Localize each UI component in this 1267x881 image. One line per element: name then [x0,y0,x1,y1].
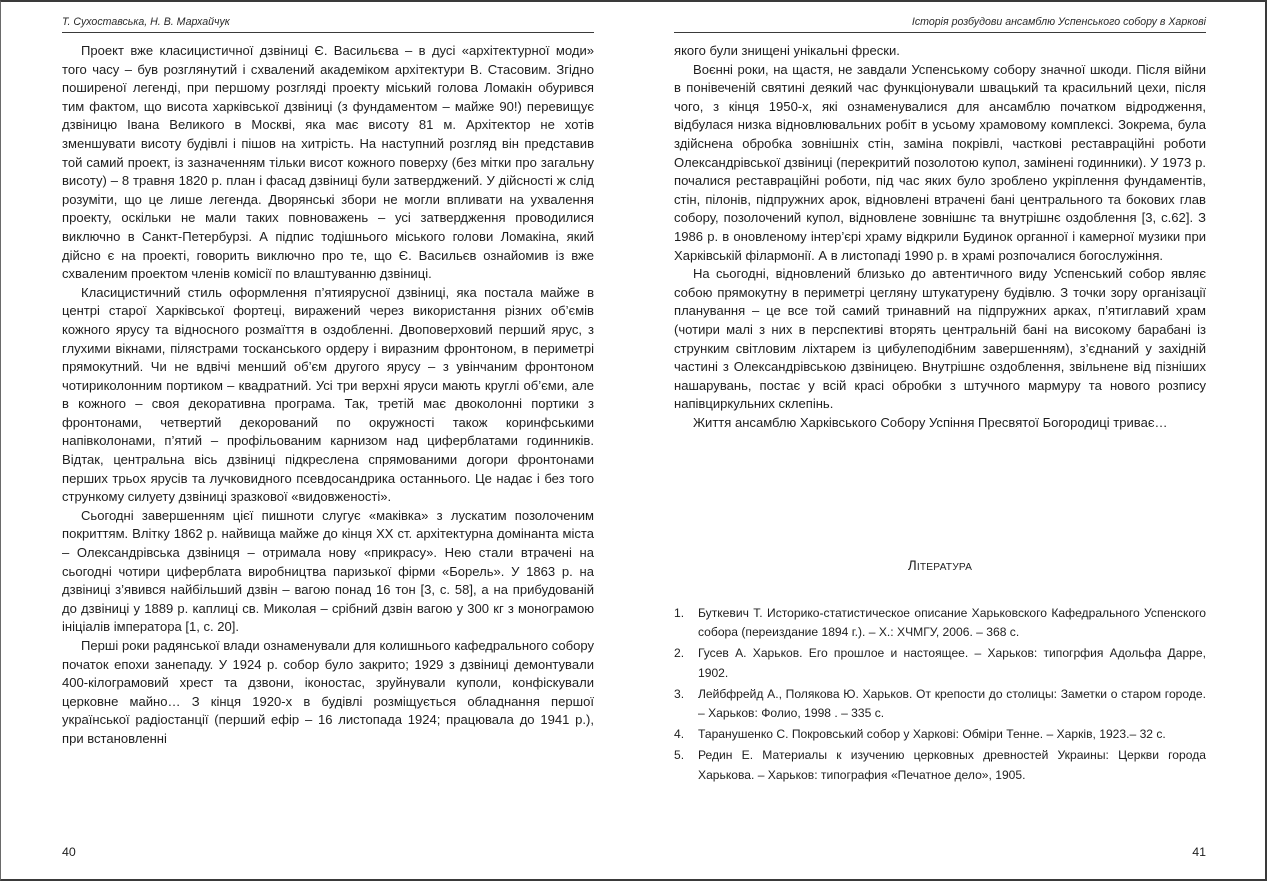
paragraph: На сьогодні, відновлений близько до автентичного виду Успенський собор являє собою прямокутну в периметрі цегляну штукатурену будівлю. З точки зору організації планування – це все той самий тринавний на підпружних арках, п’ятиглавий храм (чотири малі з них в перспективі вторять центральній бані на високому барабані із струнким світловим ліхтарем із цибулеподібним завершенням), з’єднаний у західній частині з Олександрівською дзвіницею. Внутрішнє оздоблення, звільнене від пізніших нашарувань, постає у всій красі обробки з штучного мармуру та нового розпису напівциркульних склепінь. [674,266,1206,412]
reference-number: 2. [674,646,685,661]
right-page-body [674,42,1206,432]
literature-heading-rest: ІТЕРАТУРА [916,562,973,573]
paragraph: Воєнні роки, на щастя, не завдали Успенському собору значної шкоди. Після війни в понівеченій святині деякий час функціонували швацький та красильний цехи, після чого, з кінця 1950-х, які ознаменувалися для ансамблю початком відродження, відбулася низка відновлювальних робіт в усьому храмовому комплексі. Зокрема, була здійснена обробка зовнішніх стін, заміна покрівлі, часткові реставраційні роботи Олександрівської дзвіниці (перекритий позолотою купол, замінені годинники). У 1973 р. почалися реставраційні роботи, під час яких було зроблено укріплення фундаментів, стін, пілонів, підпружних арок, відновлені втрачені бані центрального та бокових глав собору, позолочений купол, відновлене зовнішнє та внутрішнє оздоблення [3, с.62]. З 1986 р. в оновленому інтер’єрі храму відкрили Будинок органної і камерної музики при Харківській філармонії. А в листопаді 1990 р. в храмі розпочалися богослужіння. [674,61,1206,263]
paragraph: Життя ансамблю Харківського Собору Успіння Пресвятої Богородиці триває… [693,414,1168,430]
reference-text: Буткевич Т. Историко-статистическое описание Харьковского Кафедрального Успенского собора (переиздание 1894 г.). – Х.: ХЧМГУ, 2006. – 368 с. [698,606,1206,640]
reference-item [674,604,1206,642]
paragraph: Проект вже класицистичної дзвіниці Є. Васильєва – в дусі «архітектурної моди» того часу – був розглянутий і схвалений академіком архітектури В. Стасовим. Згідно поширеної легенді, при першому розгляді проекту міський голова Ломакін обурився тим фактом, що висота харківської дзвіниці (з фундаментом – майже 90!) перевищує дзвіницю Івана Великого в Москві, яка має висоту 81 м. Архітектор не хотів зменшувати висоту будівлі і пішов на хитрість. На наступний розгляд він представив той самий проект, із зазначенням тільки висот кожного поверху (без мітки про загальну висоту) – 8 травня 1820 р. план і фасад дзвіниці були затверджений. У дійсності ж слід розуміти, що це лише легенда. Дворянські збори не могли впливати на ухвалення проекту, оскільки не мали таких повноважень – усі затвердження проводилися виключно в Санкт-Петербурзі. А підпис тодішнього міського голови Ломакіна, який дійсно є на проекті, говорить виключно про те, що Є. Васильєв ознайомив із вже схваленим проектом членів комісії по влаштуванню дзвіниці. [62,43,594,282]
reference-number: 1. [674,606,685,620]
reference-text: Гусев А. Харьков. Его прошлое и настоящее. – Харьков: типогрфия Адольфа Дарре, 1902. [698,646,1206,680]
reference-text: Редин Е. Материалы к изучению церковных древностей Украины: Церкви города Харькова. – Харьков: типография «Печатное дело», 1905. [698,748,1206,782]
reference-number: 5. [674,748,685,763]
left-page-body [62,42,594,749]
paragraph-continuation: якого були знищені унікальні фрески. [674,43,900,58]
reference-item [674,644,1206,682]
reference-item [674,746,1206,784]
reference-number: 3. [674,686,685,701]
page-number: 40 [62,845,76,859]
paragraph: Перші роки радянської влади ознаменували для колишнього кафедрального собору початок епохи занепаду. У 1924 р. собор було закрито; 1929 з дзвіниці демонтували 400-кілограмовий хрест та дзвони, іконостас, зруйнували куполи, конфіскували церковне майно… З кінця 1920-х в будівлі розміщується обладнання першої української радіостанції (перший ефір – 16 листопада 1924; працювала до 1941 р.), при встановленні [62,638,594,746]
reference-item [674,725,1206,744]
running-head-title: Історія розбудови ансамблю Успенського собору в Харкові [674,15,1206,33]
reference-text: Лейбфрейд А., Полякова Ю. Харьков. От крепости до столицы: Заметки о старом городе. – Харьков: Фолио, 1998 . – 335 с. [698,686,1206,721]
reference-text: Таранушенко С. Покровський собор у Харкові: Обміри Тенне. – Харків, 1923.– 32 с. [698,727,1166,742]
reference-list [674,604,1206,787]
literature-heading-initial: Л [907,558,917,573]
page-number: 41 [1192,845,1206,859]
reference-number: 4. [674,727,685,742]
paragraph: Сьогодні завершенням цієї пишноти слугує «маківка» з лускатим позолоченим покриттям. Влітку 1862 р. найвища майже до кінця ХХ ст. архітектурна домінанта міста – Олександрівська дзвіниця – отримала нову «прикрасу». Нею стали втрачені на сьогодні чотири циферблата виробництва паризької фірми «Борель». У 1863 р. на дзвіниці з’явився найбільший дзвін – вагою понад 16 тон [3, с. 58], а на прибудованій до дзвіниці у 1889 р. каплиці св. Миколая – срібний дзвін вагою у 300 кг з монограмою ініціалів імператора [1, с. 20]. [62,507,594,635]
reference-item [674,685,1206,723]
running-head-authors: Т. Сухоставська, Н. В. Мархайчук [62,15,594,33]
paragraph: Класицистичний стиль оформлення п’ятиярусної дзвіниці, яка постала майже в центрі старої Харківської фортеці, виражений через використання різних об’ємів кожного ярусу та відносного розмаїття в оздобленні. Двоповерховий перший ярус, з глухими вікнами, пілястрами тосканського ордеру і виразним фронтоном, в периметрі прямокутний. Чи не вдвічі менший об’єм другого ярусу – з увінчаним фронтоном чотириколонним портиком – квадратний. Усі три верхні яруси мають круглі об’єми, але в кожного – своя декоративна програма. Так, третій має двоколонні портики з фронтонами, четвертий декорований по окружності також коринфськими напівколонами, п’ятий – профільованим карнизом над циферблатами годинників. Відтак, центральна вісь дзвіниці підкреслена спрямованими догори фронтонами перших трьох ярусів та лучковидного псевдосандрика останнього. Це надає і без того стрункому силуету дзвіниці зразкової «видовженості». [62,284,594,505]
literature-heading [674,558,1206,573]
